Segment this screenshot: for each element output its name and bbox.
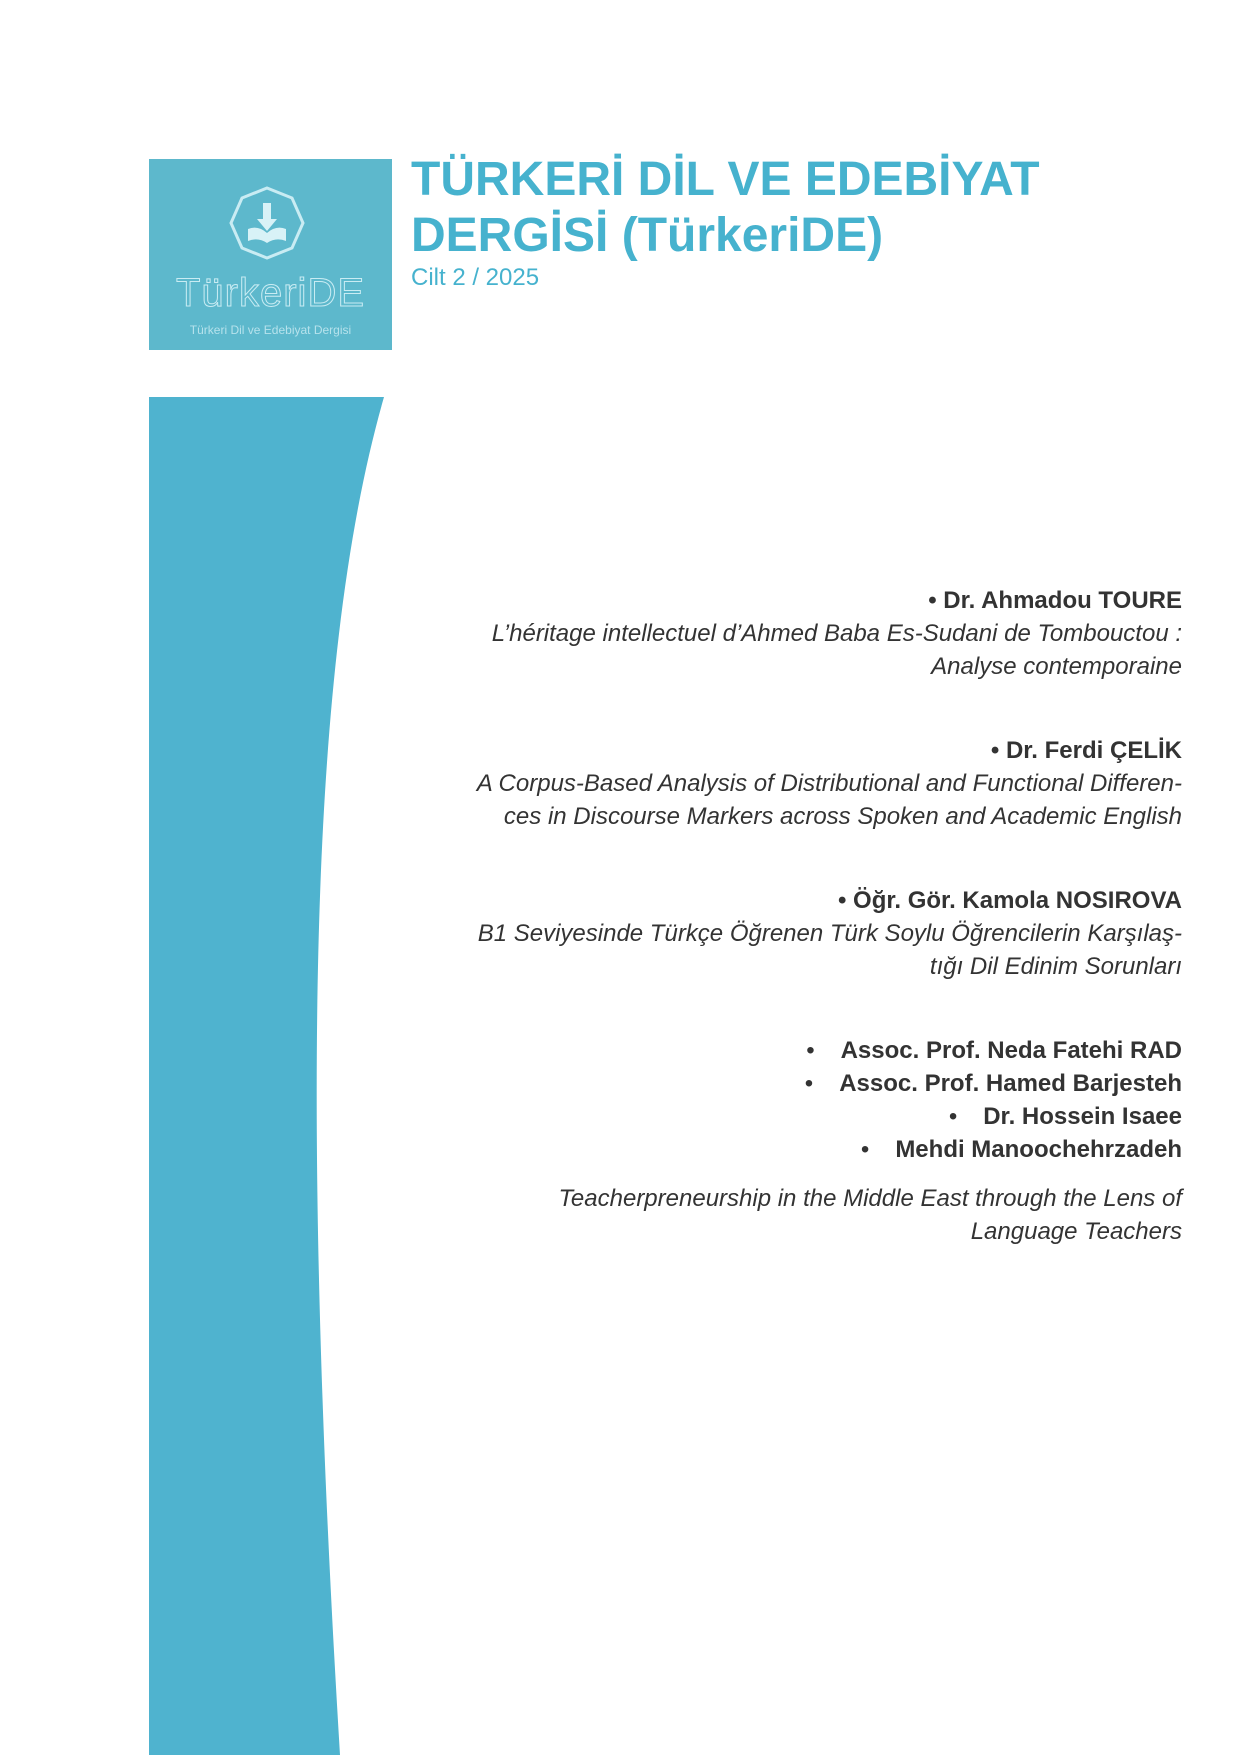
volume-label: Cilt 2 / 2025 bbox=[411, 264, 540, 291]
bullet: • bbox=[804, 1070, 814, 1097]
band-shape bbox=[149, 397, 384, 1755]
article-title-line: Teacherpreneurship in the Middle East through the Lens of bbox=[558, 1185, 1182, 1212]
bullet: • bbox=[948, 1103, 958, 1130]
article-title-line: L’héritage intellectuel d’Ahmed Baba Es-Sudani de Tombouctou : bbox=[491, 620, 1182, 647]
article-title-line: A Corpus-Based Analysis of Distributional and Functional Differen- bbox=[476, 770, 1182, 797]
article-author bbox=[422, 1133, 1182, 1166]
article-author bbox=[422, 1067, 1182, 1100]
article-author bbox=[422, 1034, 1182, 1067]
article-author: • Dr. Ferdi ÇELİK bbox=[990, 737, 1182, 764]
article-entry-multi-author bbox=[422, 1034, 1182, 1248]
bullet: • bbox=[860, 1136, 870, 1163]
article-title-line: tığı Dil Edinim Sorunları bbox=[929, 953, 1182, 980]
article-author: • Öğr. Gör. Kamola NOSIROVA bbox=[837, 887, 1182, 914]
author-name: Dr. Hossein Isaee bbox=[983, 1103, 1182, 1130]
author-name: Mehdi Manoochehrzadeh bbox=[895, 1136, 1182, 1163]
article-entry bbox=[422, 884, 1182, 983]
logo-tagline: Türkeri Dil ve Edebiyat Dergisi bbox=[189, 323, 352, 337]
article-author: • Dr. Ahmadou TOURE bbox=[928, 587, 1182, 614]
article-title-line: B1 Seviyesinde Türkçe Öğrenen Türk Soylu Öğrencilerin Karşılaş- bbox=[477, 920, 1182, 947]
journal-logo bbox=[149, 159, 392, 350]
book-octagon-icon bbox=[228, 185, 306, 271]
article-entry bbox=[422, 584, 1182, 683]
article-entry bbox=[422, 734, 1182, 833]
article-title-line: Analyse contemporaine bbox=[931, 653, 1182, 680]
article-title-line: ces in Discourse Markers across Spoken and Academic English bbox=[503, 803, 1182, 830]
author-name: Assoc. Prof. Neda Fatehi RAD bbox=[840, 1037, 1182, 1064]
author-name: Assoc. Prof. Hamed Barjesteh bbox=[839, 1070, 1182, 1097]
bullet: • bbox=[806, 1037, 815, 1064]
article-author bbox=[422, 1100, 1182, 1133]
article-title-line: Language Teachers bbox=[970, 1218, 1182, 1245]
logo-wordmark: TürkeriDE bbox=[175, 271, 366, 315]
article-list bbox=[422, 584, 1182, 1299]
author-list bbox=[422, 1034, 1182, 1166]
journal-title: TÜRKERİ DİL VE EDEBİYAT DERGİSİ (TürkeriDE) bbox=[411, 153, 1040, 262]
